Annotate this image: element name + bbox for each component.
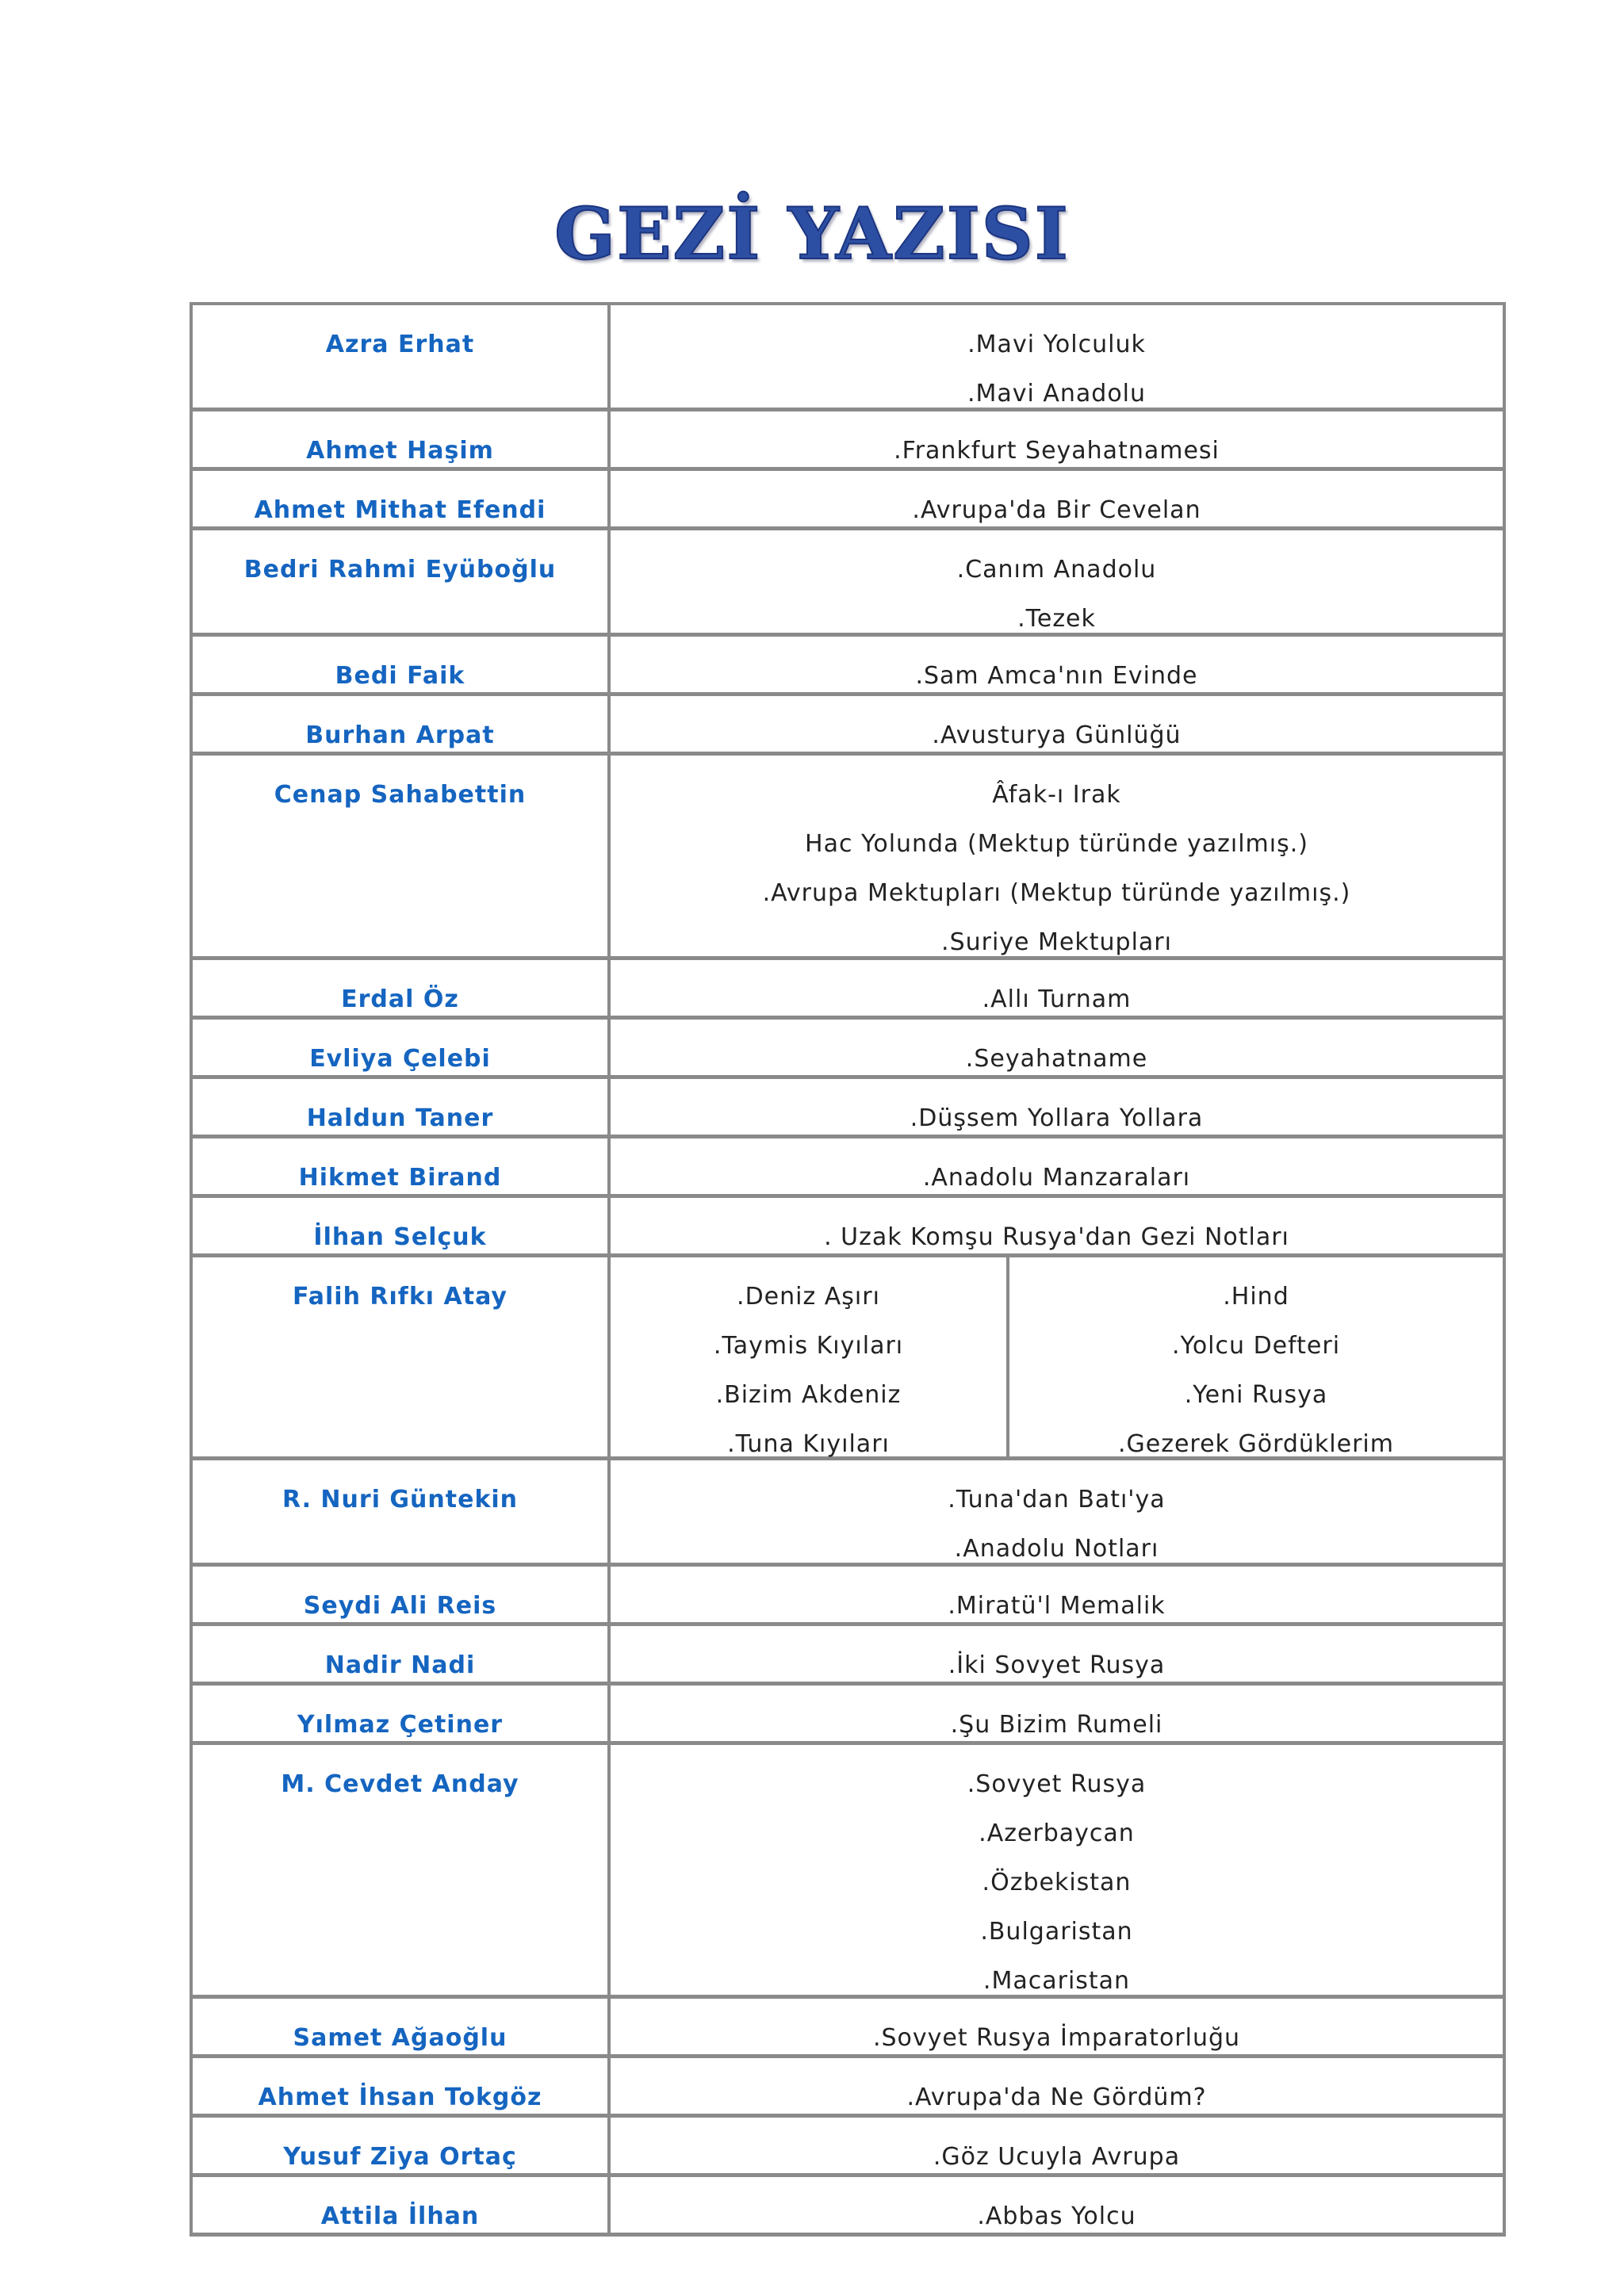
author-name: Hikmet Birand — [193, 1138, 611, 1194]
table-row — [193, 2118, 1503, 2177]
works-column-left — [611, 1257, 1009, 1456]
author-name: Erdal Öz — [193, 960, 611, 1016]
table-row — [193, 1567, 1503, 1626]
work-title: .Macaristan — [982, 1967, 1131, 1995]
works-cell — [611, 1999, 1503, 2054]
author-name: R. Nuri Güntekin — [193, 1460, 611, 1563]
work-title: .Avrupa'da Ne Gördüm? — [906, 2084, 1207, 2111]
table-row — [193, 1079, 1503, 1138]
work-title: .Suriye Mektupları — [941, 928, 1172, 956]
works-cell — [611, 1686, 1503, 1741]
works-cell — [611, 2118, 1503, 2173]
work-title: .Bizim Akdeniz — [715, 1381, 902, 1409]
author-name: Ahmet Mithat Efendi — [193, 471, 611, 526]
works-cell — [611, 1079, 1503, 1135]
work-title: .Canım Anadolu — [956, 556, 1157, 584]
author-name: Bedri Rahmi Eyüboğlu — [193, 530, 611, 633]
work-title: .Avusturya Günlüğü — [932, 721, 1182, 749]
author-name: Azra Erhat — [193, 305, 611, 408]
work-title: .Hind — [1223, 1283, 1289, 1311]
work-title: .Deniz Aşırı — [737, 1283, 880, 1311]
work-title: .Avrupa'da Bir Cevelan — [912, 496, 1201, 524]
works-cell — [611, 2177, 1503, 2233]
author-name: Seydi Ali Reis — [193, 1567, 611, 1622]
works-cell — [611, 471, 1503, 526]
work-title: .Miratü'l Memalik — [948, 1592, 1166, 1620]
work-title: .Allı Turnam — [982, 985, 1132, 1013]
work-title: .Azerbaycan — [979, 1820, 1135, 1847]
works-cell — [611, 411, 1503, 467]
work-title: Hac Yolunda (Mektup türünde yazılmış.) — [805, 830, 1308, 858]
work-title: .Yolcu Defteri — [1171, 1332, 1341, 1360]
works-cell — [611, 696, 1503, 752]
table-row — [193, 756, 1503, 960]
work-title: .Abbas Yolcu — [977, 2202, 1136, 2230]
author-name: M. Cevdet Anday — [193, 1745, 611, 1995]
works-cell — [611, 2058, 1503, 2114]
table-row — [193, 960, 1503, 1020]
author-name: Samet Ağaoğlu — [193, 1999, 611, 2054]
works-cell — [611, 960, 1503, 1016]
works-cell — [611, 1460, 1503, 1563]
work-title: .Anadolu Manzaraları — [922, 1164, 1191, 1192]
work-title: .Mavi Yolculuk — [967, 331, 1146, 358]
work-title: .Düşsem Yollara Yollara — [910, 1104, 1204, 1132]
author-name: Yusuf Ziya Ortaç — [193, 2118, 611, 2173]
works-cell — [611, 756, 1503, 956]
table-row — [193, 471, 1503, 530]
table-row — [193, 637, 1503, 696]
work-title: .Özbekistan — [982, 1869, 1132, 1896]
work-title: .Sam Amca'nın Evinde — [915, 662, 1198, 690]
work-title: .Avrupa Mektupları (Mektup türünde yazılmış.) — [762, 879, 1351, 907]
works-split-cell — [611, 1257, 1503, 1456]
author-name: İlhan Selçuk — [193, 1198, 611, 1253]
works-cell — [611, 1198, 1503, 1253]
works-cell — [611, 1626, 1503, 1682]
works-cell — [611, 1745, 1503, 1995]
table-row — [193, 1138, 1503, 1198]
work-title: .Gezerek Gördüklerim — [1117, 1430, 1394, 1458]
works-cell — [611, 1138, 1503, 1194]
table-row — [193, 1999, 1503, 2058]
author-name: Cenap Sahabettin — [193, 756, 611, 956]
table-row — [193, 411, 1503, 471]
author-name: Ahmet Haşim — [193, 411, 611, 467]
works-cell — [611, 1020, 1503, 1075]
work-title: Âfak-ı Irak — [992, 781, 1121, 809]
work-title: .Sovyet Rusya — [967, 1770, 1147, 1798]
author-name: Yılmaz Çetiner — [193, 1686, 611, 1741]
author-name: Ahmet İhsan Tokgöz — [193, 2058, 611, 2114]
table-row — [193, 1626, 1503, 1686]
author-name: Nadir Nadi — [193, 1626, 611, 1682]
page-title: GEZİ YAZISI — [554, 192, 1070, 276]
table-row — [193, 1020, 1503, 1079]
work-title: .Tuna Kıyıları — [727, 1430, 890, 1458]
table-row — [193, 1460, 1503, 1567]
works-cell — [611, 305, 1503, 408]
work-title: .Bulgaristan — [980, 1918, 1133, 1946]
works-column-right — [1009, 1257, 1503, 1456]
author-name: Evliya Çelebi — [193, 1020, 611, 1075]
table-row — [193, 1745, 1503, 1999]
table-row — [193, 1257, 1503, 1460]
work-title: .Frankfurt Seyahatnamesi — [894, 437, 1220, 465]
work-title: .Anadolu Notları — [954, 1535, 1159, 1563]
table-row — [193, 305, 1503, 411]
works-cell — [611, 1567, 1503, 1622]
authors-table — [190, 302, 1506, 2237]
table-row — [193, 1198, 1503, 1257]
works-cell — [611, 530, 1503, 633]
author-name: Falih Rıfkı Atay — [193, 1257, 611, 1456]
table-row — [193, 2177, 1503, 2237]
works-cell — [611, 637, 1503, 692]
work-title: .Mavi Anadolu — [967, 380, 1147, 408]
work-title: .Sovyet Rusya İmparatorluğu — [872, 2024, 1241, 2052]
work-title: .Göz Ucuyla Avrupa — [933, 2143, 1181, 2171]
table-row — [193, 1686, 1503, 1745]
work-title: .İki Sovyet Rusya — [948, 1651, 1166, 1679]
table-row — [193, 696, 1503, 756]
work-title: .Şu Bizim Rumeli — [950, 1711, 1163, 1739]
work-title: . Uzak Komşu Rusya'dan Gezi Notları — [824, 1223, 1289, 1251]
work-title: .Yeni Rusya — [1184, 1381, 1328, 1409]
table-row — [193, 530, 1503, 637]
work-title: .Tezek — [1017, 605, 1096, 633]
table-row — [193, 2058, 1503, 2118]
author-name: Bedi Faik — [193, 637, 611, 692]
author-name: Attila İlhan — [193, 2177, 611, 2233]
author-name: Burhan Arpat — [193, 696, 611, 752]
author-name: Haldun Taner — [193, 1079, 611, 1135]
work-title: .Taymis Kıyıları — [713, 1332, 904, 1360]
work-title: .Tuna'dan Batı'ya — [948, 1486, 1166, 1513]
work-title: .Seyahatname — [965, 1045, 1148, 1073]
